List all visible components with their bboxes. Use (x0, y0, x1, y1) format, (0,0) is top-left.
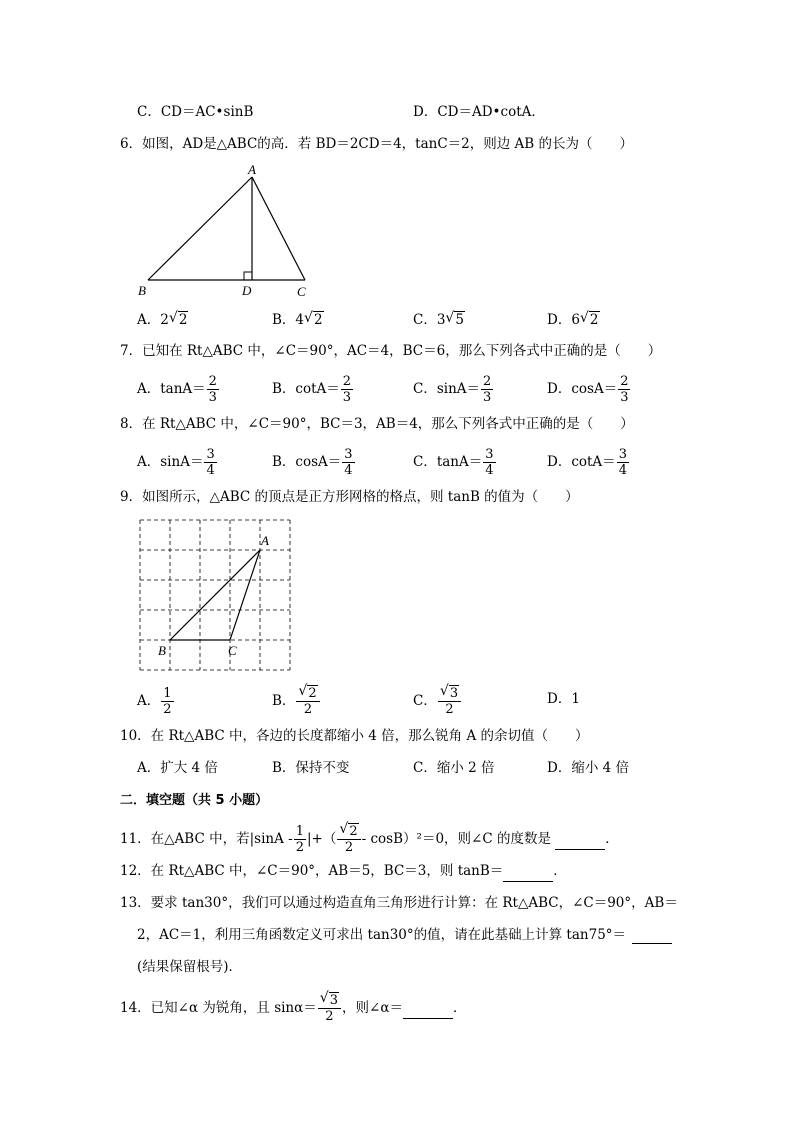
q14-stem: 14．已知∠α 为锐角，且 sinα＝ √ 3 2 ，则∠α＝ ． (120, 990, 467, 1024)
q6-stem: 6．如图，AD是△ABC的高．若 BD＝2CD＝4，tanC＝2，则边 AB 的长为（ ） (120, 136, 633, 152)
q7-option-a: A．tanA＝ $\frac{2}{3}$ (137, 374, 217, 405)
q13-line-1: 13．要求 tan30°，我们可以通过构造直角三角形进行计算：在 Rt△ABC，∠C＝90°，AB＝ (120, 895, 678, 911)
q9-label-b: B (158, 643, 166, 658)
q7-option-c: C．sinA＝ $\frac{2}{3}$ (413, 374, 492, 405)
q8-option-a: A．sinA＝ $\frac{3}{4}$ (137, 447, 215, 478)
q6-option-d: D．6 √ 2 (547, 310, 599, 328)
q8-option-d: D．cotA＝ $\frac{3}{4}$ (547, 447, 627, 478)
q7-option-b: B．cotA＝ $\frac{2}{3}$ (272, 374, 352, 405)
q6-label-d: D (242, 283, 252, 298)
q10-option-a: A．扩大 4 倍 (137, 760, 218, 776)
q9-option-b: B． √ 2 2 (272, 686, 321, 717)
q11-answer-blank[interactable] (555, 829, 605, 850)
q9-option-c: C． √ 3 2 (413, 686, 462, 717)
q5-option-c: C．CD＝AC•sinB (137, 104, 254, 120)
q6-option-c: C．3 √ 5 (413, 310, 465, 328)
q6-label-a: A (248, 162, 256, 177)
q6-label-c: C (297, 284, 306, 299)
q13-answer-blank[interactable] (632, 925, 672, 944)
q6-option-b: B．4 √ 2 (272, 310, 323, 328)
q6-label-b: B (138, 283, 146, 298)
q11-stem: 11．在△ABC 中，若|sinA - $\frac{1}{2}$ |+（ √ 2 2 - cosB）²＝0，则∠C 的度数是 ． (120, 821, 619, 855)
q13-line-3: (结果保留根号)． (137, 959, 243, 975)
q10-stem: 10．在 Rt△ABC 中，各边的长度都缩小 4 倍，那么锐角 A 的余切值（ ） (120, 728, 589, 744)
q8-option-c: C．tanA＝ $\frac{3}{4}$ (413, 447, 494, 478)
q6-figure (130, 160, 330, 305)
q9-option-d: D．1 (547, 691, 580, 707)
q12-stem: 12．在 Rt△ABC 中，∠C＝90°，AB＝5，BC＝3，则 tanB＝ ． (120, 861, 567, 882)
q13-line-2: 2，AC＝1，利用三角函数定义可求出 tan30°的值，请在此基础上计算 tan75°＝ (137, 927, 627, 943)
q5-option-d: D．CD＝AD•cotA． (413, 104, 545, 120)
q9-stem: 9．如图所示，△ABC 的顶点是正方形网格的格点，则 tanB 的值为（ ） (120, 489, 579, 505)
q10-option-d: D．缩小 4 倍 (547, 760, 629, 776)
q7-stem: 7．已知在 Rt△ABC 中，∠C＝90°，AC＝4，BC＝6，那么下列各式中正确的是（ ） (120, 343, 662, 359)
q8-option-b: B．cosA＝ $\frac{3}{4}$ (272, 447, 353, 478)
q12-answer-blank[interactable] (503, 861, 553, 882)
q9-grid-figure (130, 512, 300, 677)
q9-option-a: A． $\frac{1}{2}$ (137, 686, 172, 717)
q10-option-c: C．缩小 2 倍 (413, 760, 495, 776)
q6-option-a: A．2 √ 2 (137, 310, 188, 328)
q9-label-a: A (261, 533, 269, 548)
q9-label-c: C (228, 643, 237, 658)
q7-option-d: D．cosA＝ $\frac{2}{3}$ (547, 374, 629, 405)
q14-answer-blank[interactable] (403, 998, 453, 1019)
q10-option-b: B．保持不变 (272, 760, 350, 776)
section-heading: 二．填空题（共 5 小题） (120, 793, 269, 808)
q8-stem: 8．在 Rt△ABC 中，∠C＝90°，BC＝3，AB＝4，那么下列各式中正确的是（ ） (120, 416, 634, 432)
